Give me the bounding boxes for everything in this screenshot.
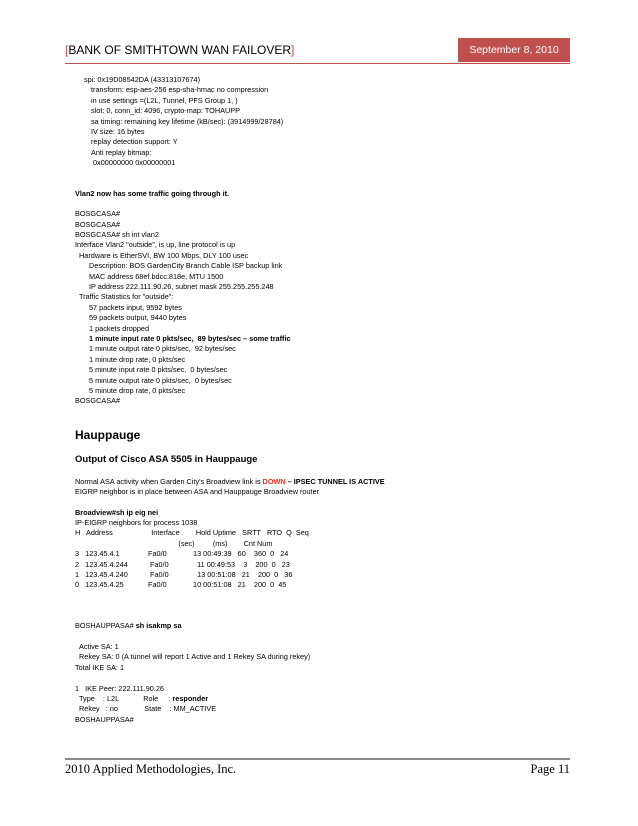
eigrp-note: EIGRP neighbor is in place between ASA and Hauppauge Broadview router: [75, 486, 320, 496]
cli-line: 1 minute input rate 0 pkts/sec, 89 bytes/sec – some traffic: [89, 333, 291, 343]
section-heading: Hauppauge: [75, 427, 141, 442]
cli-line: BOSHAUPPASA# sh isakmp sa: [75, 621, 182, 631]
cli-line: 1 minute drop rate, 0 pkts/sec: [89, 354, 186, 364]
cli-line: 59 packets output, 9440 bytes: [89, 313, 187, 323]
normal-activity-note: Normal ASA activity when Garden City's Broadview link is DOWN – IPSEC TUNNEL IS ACTIVE: [75, 476, 385, 486]
title-text: BANK OF SMITHTOWN WAN FAILOVER: [68, 43, 292, 57]
cli-line: 5 minute drop rate, 0 pkts/sec: [89, 385, 186, 395]
cli-line: (sec) (ms) Cnt Num: [75, 538, 273, 548]
cli-line: 3 123.45.4.1 Fa0/0 13 00:49:39 60 360 0 24: [75, 549, 289, 559]
cli-line: 1 IKE Peer: 222.111.90.26: [75, 683, 164, 693]
page-content: [75, 75, 575, 725]
cli-line: 0 123.45.4.25 Fa0/0 10 00:51:08 21 200 0 45: [75, 580, 287, 590]
ipsec-line: replay detection support: Y: [91, 137, 178, 147]
page-header: [65, 40, 522, 62]
ipsec-line: spi: 0x19D08542DA (43313107674): [84, 75, 201, 84]
footer-copyright: 2010 Applied Methodologies, Inc.: [65, 762, 237, 776]
cli-line: Traffic Statistics for "outside":: [79, 292, 174, 302]
cli-line: BOSGCASA#: [75, 209, 121, 219]
cli-line: BOSHAUPPASA#: [75, 714, 134, 724]
subsection-heading: Output of Cisco ASA 5505 in Hauppauge: [75, 454, 258, 466]
cli-line: 2 123.45.4.244 Fa0/0 11 00:49:53 3 200 0 23: [75, 559, 290, 569]
cli-line: 1 123.45.4.240 Fa0/0 13 00:51:08 21 200 0 36: [75, 570, 293, 580]
ipsec-line: sa timing: remaining key lifetime (kB/sec): (3914999/28784): [91, 116, 284, 126]
cli-line: H Address Interface Hold Uptime SRTT RTO Q Seq: [75, 528, 309, 538]
document-title: [65, 43, 294, 57]
vlan-note: Vlan2 now has some traffic going through it.: [75, 188, 230, 198]
cli-line: 57 packets input, 9592 bytes: [89, 302, 182, 312]
cli-line: Total IKE SA: 1: [75, 662, 125, 672]
ipsec-line: 0x00000000 0x00000001: [93, 158, 176, 168]
cli-line: BOSGCASA#: [75, 396, 121, 406]
cli-line: Interface Vlan2 "outside", is up, line protocol is up: [75, 240, 236, 250]
cli-line: Broadview#sh ip eig nei: [75, 507, 159, 517]
down-status: DOWN: [262, 476, 286, 486]
cli-line: 1 minute output rate 0 pkts/sec, 92 bytes/sec: [89, 344, 236, 354]
cli-line: Description: BOS GardenCity Branch Cable ISP backup link: [89, 261, 283, 271]
cli-line: IP-EIGRP neighbors for process 1038: [75, 518, 198, 528]
cli-line: MAC address 68ef.bdcc.818e, MTU 1500: [89, 271, 224, 281]
cli-line: BOSGCASA# sh int vlan2: [75, 230, 159, 240]
cli-line: 1 packets dropped: [89, 323, 150, 333]
bracket-open: [: [65, 43, 69, 57]
cli-line: Rekey : no State : MM_ACTIVE: [79, 704, 217, 714]
header-divider: [65, 63, 570, 64]
cli-line: BOSGCASA#: [75, 219, 121, 229]
cli-line: IP address 222.111.90.26, subnet mask 255.255.255.248: [89, 282, 274, 292]
cli-line: 5 minute input rate 0 pkts/sec, 0 bytes/sec: [89, 365, 228, 375]
header-date: September 8, 2010: [458, 38, 570, 62]
footer-divider: [65, 758, 570, 760]
ipsec-line: in use settings =(L2L, Tunnel, PFS Group 1, ): [91, 95, 238, 105]
cli-line: Type : L2L Role : responder: [79, 693, 209, 703]
cli-line: Rekey SA: 0 (A tunnel will report 1 Active and 1 Rekey SA during rekey): [79, 652, 311, 662]
cli-line: Hardware is EtherSVI, BW 100 Mbps, DLY 100 usec: [79, 250, 249, 260]
bracket-close: ]: [291, 43, 295, 57]
ipsec-line: IV size: 16 bytes: [91, 126, 145, 136]
ipsec-line: transform: esp-aes-256 esp-sha-hmac no compression: [91, 85, 269, 95]
cli-line: Active SA: 1: [79, 641, 119, 651]
page-number: Page 11: [530, 762, 570, 776]
ipsec-line: slot: 0, conn_id: 4096, crypto-map: TOHAUPP: [91, 106, 240, 116]
ipsec-line: Anti replay bitmap:: [91, 147, 152, 157]
cli-line: 5 minute output rate 0 pkts/sec, 0 bytes/sec: [89, 375, 232, 385]
